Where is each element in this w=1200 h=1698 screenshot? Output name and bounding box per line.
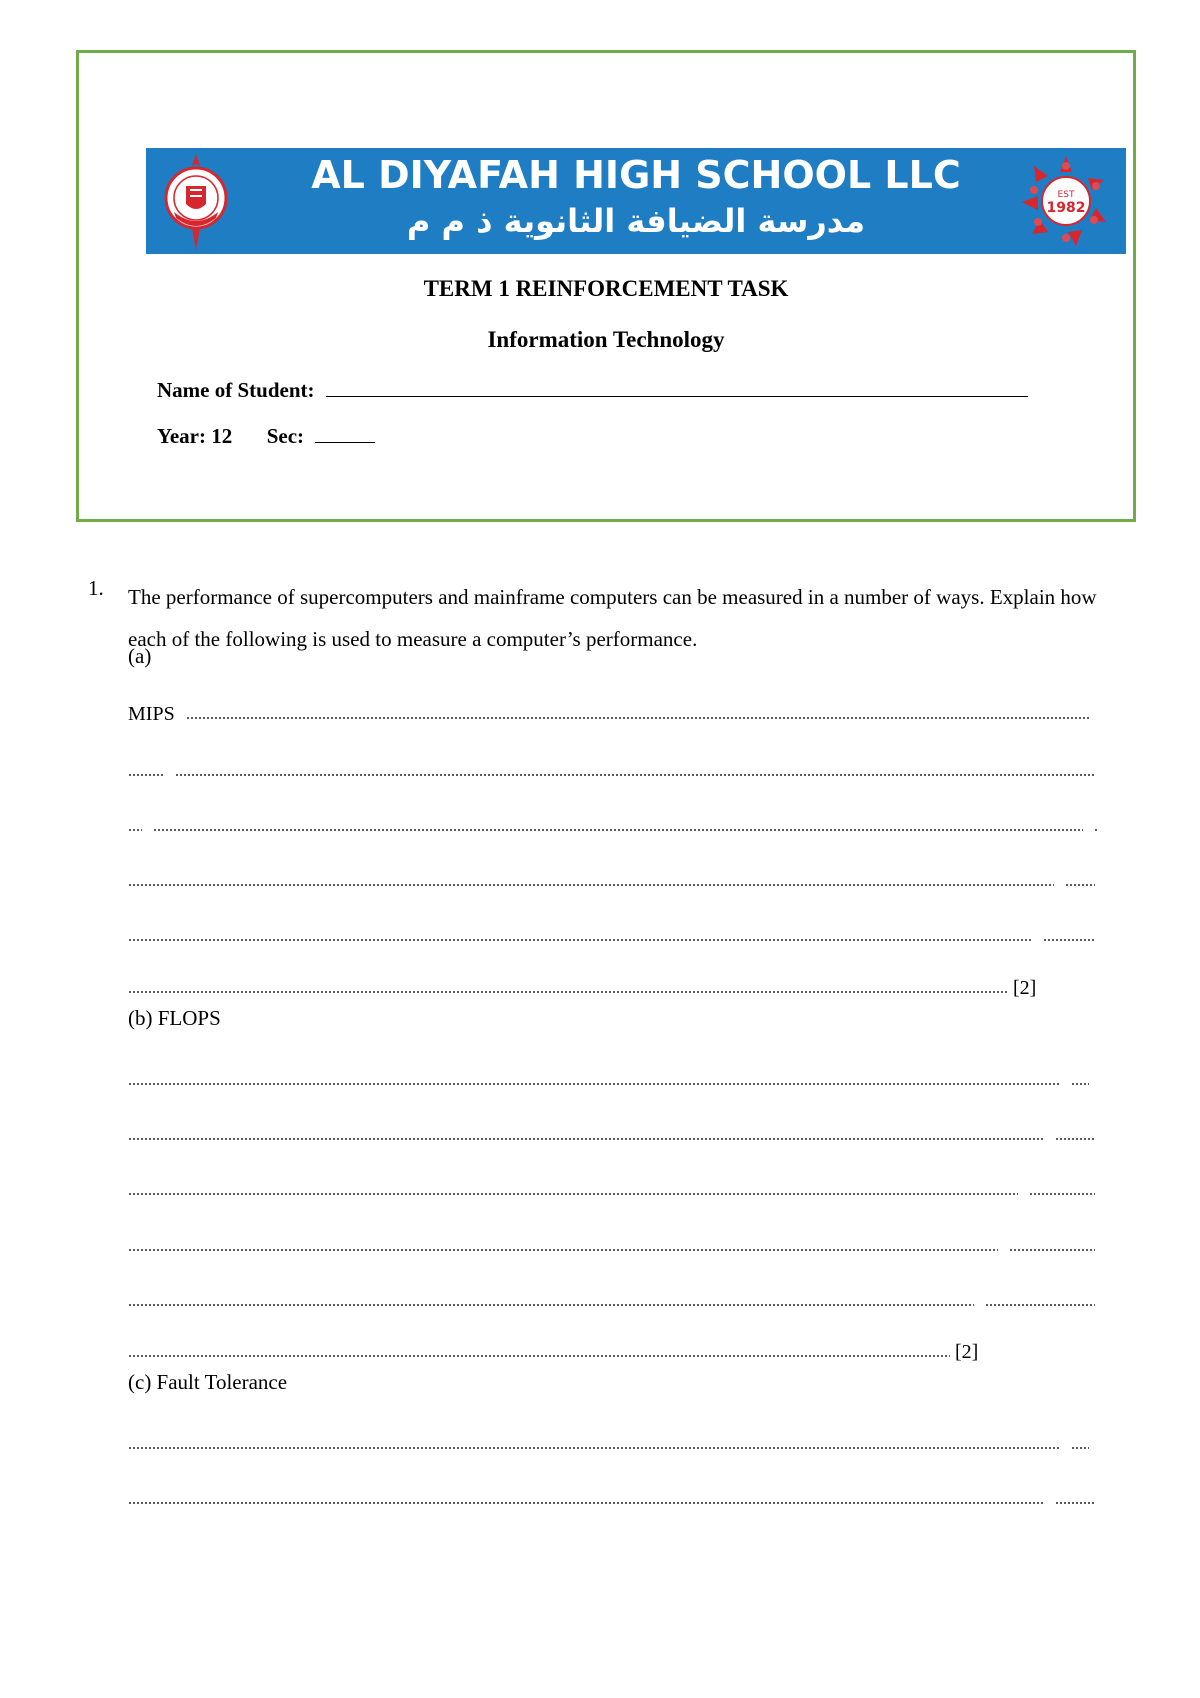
subject-title: Information Technology — [487, 327, 725, 352]
answer-line[interactable] — [128, 1235, 1095, 1258]
dotted-line — [128, 990, 1008, 994]
dotted-line — [128, 1354, 950, 1358]
dotted-line — [1071, 1446, 1089, 1450]
dotted-line — [128, 828, 142, 832]
student-name-field[interactable] — [157, 378, 1028, 403]
dotted-line — [128, 1137, 1044, 1141]
question-number: 1. — [88, 576, 104, 600]
part-c-label: (c) Fault Tolerance — [128, 1370, 288, 1394]
question-text: The performance of supercomputers and mainframe computers can be measured in a number of ways. Explain how each of the following is used to measure a computer’s performance. — [128, 585, 1097, 651]
mips-label: MIPS — [128, 703, 175, 725]
answer-line[interactable] — [128, 1069, 1089, 1092]
dotted-line — [1094, 828, 1098, 832]
marks-b: [2] — [955, 1341, 979, 1363]
badge-year-text: 1982 — [1046, 200, 1086, 216]
answer-line[interactable] — [128, 925, 1095, 948]
part-a-label: (a) — [128, 644, 152, 668]
student-name-label: Name of Student: — [157, 378, 315, 402]
document-title: TERM 1 REINFORCEMENT TASK — [423, 276, 789, 301]
dotted-line — [186, 716, 1091, 720]
section-line[interactable] — [315, 426, 375, 443]
school-banner — [146, 148, 1126, 254]
dotted-line — [128, 1501, 1044, 1505]
answer-line[interactable] — [128, 1488, 1095, 1511]
answer-line[interactable] — [128, 760, 1095, 783]
answer-line[interactable] — [128, 1179, 1095, 1202]
dotted-line — [128, 938, 1032, 942]
dotted-line — [1055, 1501, 1095, 1505]
dotted-line — [128, 1248, 998, 1252]
dotted-line — [128, 1192, 1018, 1196]
dotted-line — [128, 1303, 974, 1307]
school-name-arabic: مدرسة الضيافة الثانوية ذ م م — [406, 202, 866, 240]
answer-line-mips[interactable] — [128, 703, 1091, 726]
dotted-line — [1055, 1137, 1095, 1141]
year-section-field — [157, 424, 375, 449]
marks-a: [2] — [1013, 977, 1037, 999]
dotted-line — [1009, 1248, 1095, 1252]
badge-est-text: EST — [1057, 190, 1075, 200]
dotted-line — [128, 1082, 1060, 1086]
answer-line[interactable] — [128, 1124, 1095, 1147]
part-b-label: (b) FLOPS — [128, 1006, 221, 1030]
dotted-line — [128, 1446, 1060, 1450]
dotted-line — [1065, 883, 1095, 887]
student-name-line[interactable] — [326, 380, 1028, 397]
answer-line[interactable] — [128, 870, 1095, 893]
dotted-line — [175, 773, 1095, 777]
dotted-line — [153, 828, 1083, 832]
anniversary-badge-logo — [1016, 150, 1116, 252]
section-label: Sec: — [266, 424, 305, 448]
answer-line[interactable] — [128, 1433, 1089, 1456]
dotted-line — [1029, 1192, 1095, 1196]
answer-line[interactable] — [128, 1341, 978, 1364]
school-name-english: AL DIYAFAH HIGH SCHOOL LLC — [311, 153, 961, 197]
answer-line[interactable] — [128, 1290, 1095, 1313]
dotted-line — [985, 1303, 1095, 1307]
answer-line[interactable] — [128, 815, 1098, 838]
dotted-line — [128, 773, 164, 777]
year-label: Year: 12 — [157, 424, 233, 448]
dotted-line — [1043, 938, 1095, 942]
dotted-line — [128, 883, 1054, 887]
answer-line[interactable] — [128, 977, 1036, 1000]
dotted-line — [1071, 1082, 1089, 1086]
